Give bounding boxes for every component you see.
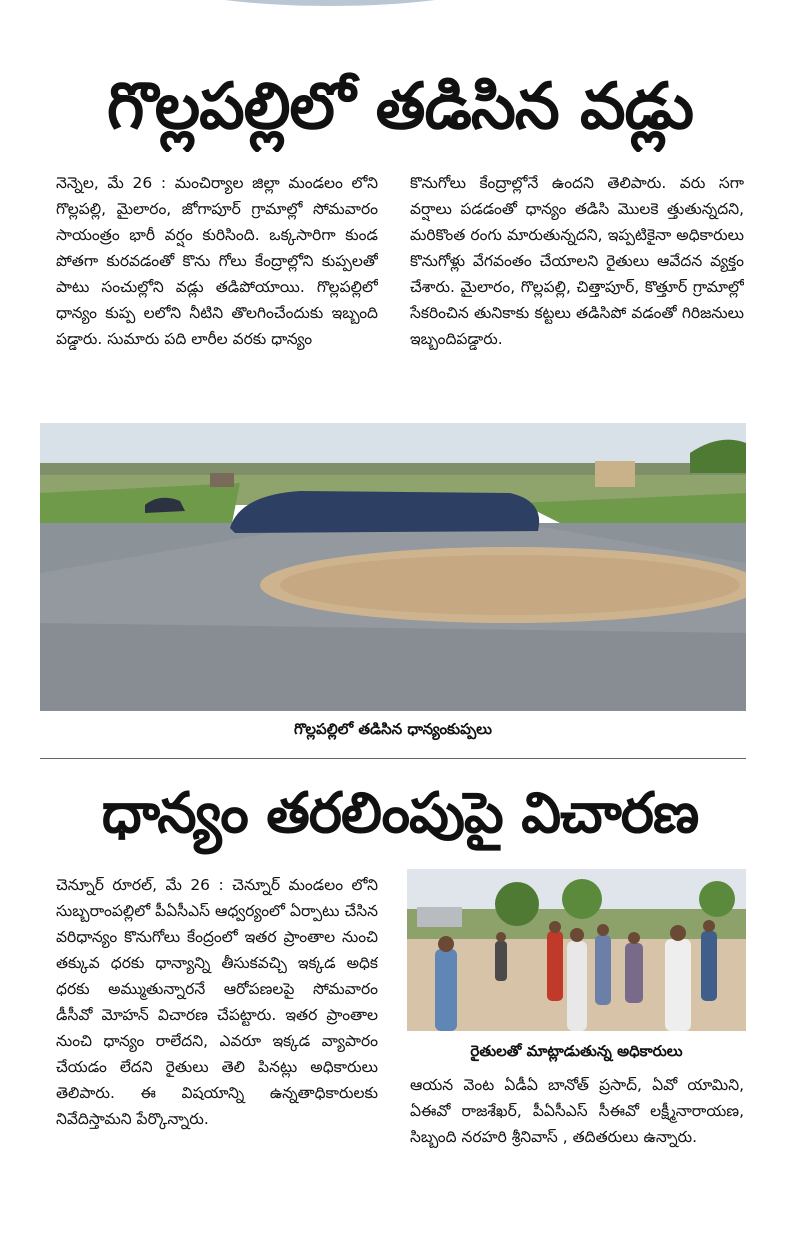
wet-grain-illustration xyxy=(40,423,746,711)
story1-right-text: కొనుగోలు కేంద్రాల్లోనే ఉందని తెలిపారు. వరు సగా వర్షాలు పడడంతో ధాన్యం తడిసి మొలకె త్తుతున్నదని, మరికొంత రంగు మారుతున్నదని, ఇప్పటికైనా అధికారులు కొనుగోళ్లు వేగవంతం చేయాలని రైతులు ఆవేదన వ్యక్తం చేశారు. మైలారం, గొల్లపల్లి, చిత్తాపూర్, కొత్తూర్ గ్రామాల్లో సేకరించిన తునికాకు కట్టలు తడిసిపో వడంతో గిరిజనులు ఇబ్బందిపడ్డారు. xyxy=(410,174,744,348)
story1-photo-caption: గొల్లపల్లిలో తడిసిన ధాన్యంకుప్పలు xyxy=(293,720,492,738)
story1-headline: గొల్లపల్లిలో తడిసిన వడ్లు xyxy=(107,70,693,144)
story2-left-text: చెన్నూర్ రూరల్, మే 26 : చెన్నూర్ మండలం లోని సుబ్బరాంపల్లిలో పీఏసీఎస్ ఆధ్వర్యంలో ఏర్పాటు చేసిన వరిధాన్యం కొనుగోలు కేంద్రంలో ఇతర ప్రాంతాల నుంచి తక్కువ ధరకు ధాన్యాన్ని తీసుకవచ్చి ఇక్కడ అధిక ధరకు అమ్ముతున్నారనే ఆరోపణలపై సోమవారం డీసీవో మోహన్ విచారణ చేపట్టారు. ఇతర ప్రాంతాల నుంచి ధాన్యం రాలేదని, ఎవరూ ఇక్కడ వ్యాపారం చేయడం లేదని రైతులు తెలి పినట్లు అధికారులు తెలిపారు. ఈ విషయాన్ని ఉన్నతాధికారులకు నివేదిస్తామని పేర్కొన్నారు. xyxy=(56,876,378,1128)
story2-left-column xyxy=(56,872,378,1192)
story1-right-column xyxy=(410,170,744,410)
story2-photo-officials-with-farmers xyxy=(407,869,746,1031)
story2-photo-caption: రైతులతో మాట్లాడుతున్న అధికారులు xyxy=(470,1042,683,1060)
story2-right-column xyxy=(410,1072,744,1200)
story2-right-text: ఆయన వెంట ఏడీఏ బానోత్ ప్రసాద్, ఏవో యామిని, ఏఈవో రాజశేఖర్, పీఏసీఎస్ సీఈవో లక్ష్మీనారాయణ, సిబ్బంది నరహరి శ్రీనివాస్ , తదితరులు ఉన్నారు. xyxy=(410,1076,744,1146)
story1-left-column xyxy=(56,170,378,410)
story1-photo-wet-grain-heaps xyxy=(40,423,746,711)
story2-headline: ధాన్యం తరలింపుపై విచారణ xyxy=(101,781,699,846)
masthead-arc-decoration xyxy=(130,0,530,6)
officials-illustration xyxy=(407,869,746,1031)
section-divider xyxy=(40,758,746,759)
story1-left-text: నెన్నెల, మే 26 : మంచిర్యాల జిల్లా మండలం లోని గొల్లపల్లి, మైలారం, జోగాపూర్ గ్రామాల్లో సోమవారం సాయంత్రం భారీ వర్షం కురిసింది. ఒక్కసారిగా కుండ పోతగా కురవడంతో కొను గోలు కేంద్రాల్లోని కుప్పలతో పాటు సంచుల్లోని వడ్లు తడిపోయాయి. గొల్లపల్లిలో ధాన్యం కుప్ప లలోని నీటిని తొలగించేందుకు ఇబ్బంది పడ్డారు. సుమారు పది లారీల వరకు ధాన్యం xyxy=(56,174,378,348)
